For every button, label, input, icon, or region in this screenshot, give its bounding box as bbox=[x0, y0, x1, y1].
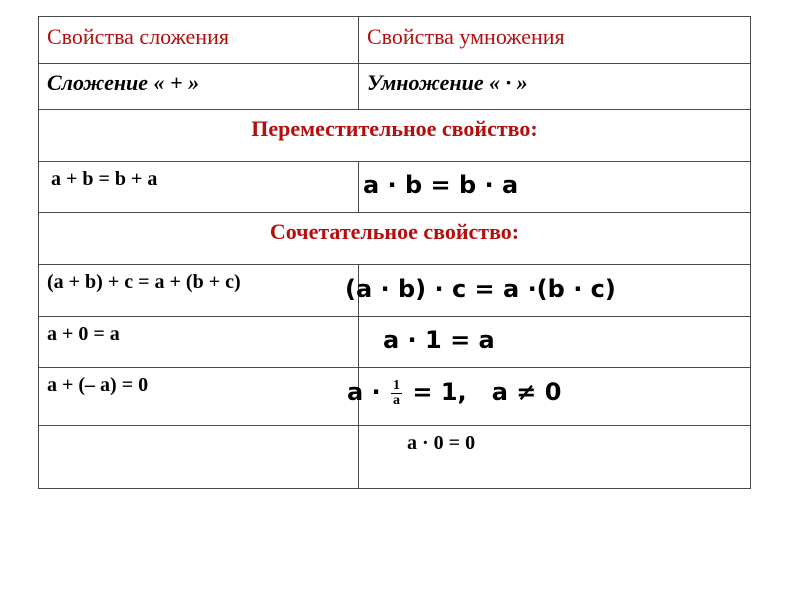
header-addition-cell bbox=[39, 17, 359, 64]
header-multiplication-cell bbox=[359, 17, 751, 64]
properties-table bbox=[38, 16, 751, 489]
inverse-multiplication-formula bbox=[347, 378, 561, 408]
operation-addition: Сложение « + » bbox=[47, 70, 200, 95]
zero-multiplication-cell bbox=[359, 426, 751, 489]
header-row bbox=[39, 17, 751, 64]
zero-row bbox=[39, 426, 751, 489]
inverse-mult-prefix: a · bbox=[347, 378, 381, 406]
identity-multiplication-cell bbox=[359, 317, 751, 368]
commutative-addition-formula: a + b = b + a bbox=[51, 168, 158, 190]
commutative-addition-cell bbox=[39, 162, 359, 213]
section-associative-row bbox=[39, 213, 751, 265]
section-commutative-title: Переместительное свойство: bbox=[251, 116, 538, 141]
identity-addition-formula: a + 0 = a bbox=[47, 323, 120, 345]
operation-multiplication-cell bbox=[359, 64, 751, 110]
fraction-denominator: a bbox=[393, 392, 401, 408]
operation-row bbox=[39, 64, 751, 110]
inverse-addition-formula: a + (– a) = 0 bbox=[47, 374, 149, 396]
commutative-multiplication-cell bbox=[359, 162, 751, 213]
identity-row bbox=[39, 317, 751, 368]
header-multiplication: Свойства умножения bbox=[367, 24, 565, 49]
inverse-mult-suffix: = 1, a ≠ 0 bbox=[412, 378, 562, 406]
identity-addition-cell bbox=[39, 317, 359, 368]
associative-addition-formula: (a + b) + c = a + (b + c) bbox=[47, 271, 241, 293]
inverse-addition-cell bbox=[39, 368, 359, 426]
fraction-one-over-a bbox=[391, 379, 402, 408]
inverse-row bbox=[39, 368, 751, 426]
zero-multiplication-formula: a · 0 = 0 bbox=[407, 432, 476, 454]
associative-addition-cell bbox=[39, 265, 359, 317]
section-associative-cell bbox=[39, 213, 751, 265]
operation-multiplication: Умножение « · » bbox=[367, 70, 528, 95]
section-associative-title: Сочетательное свойство: bbox=[269, 219, 520, 244]
commutative-multiplication-formula: a · b = b · a bbox=[363, 171, 519, 199]
header-addition: Свойства сложения bbox=[47, 24, 229, 49]
zero-addition-cell bbox=[39, 426, 359, 489]
section-commutative-row bbox=[39, 110, 751, 162]
operation-addition-cell bbox=[39, 64, 359, 110]
fraction-numerator: 1 bbox=[393, 377, 401, 393]
associative-row bbox=[39, 265, 751, 317]
section-commutative-cell bbox=[39, 110, 751, 162]
inverse-multiplication-cell bbox=[347, 368, 751, 426]
associative-multiplication-formula: (a · b) · c = a ·(b · c) bbox=[345, 275, 616, 303]
identity-multiplication-formula: a · 1 = a bbox=[383, 326, 495, 354]
commutative-row bbox=[39, 162, 751, 213]
associative-multiplication-cell bbox=[345, 265, 751, 317]
